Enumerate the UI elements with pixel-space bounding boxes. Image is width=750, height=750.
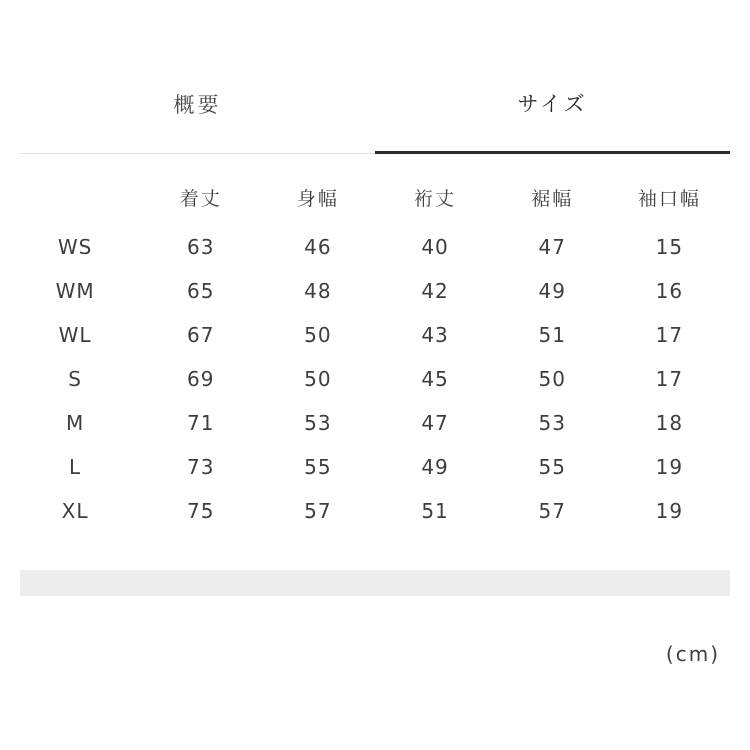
table-row bbox=[22, 269, 728, 313]
cell-s-sodeguchihaba: 17 bbox=[655, 367, 684, 391]
table-row bbox=[22, 489, 728, 533]
cell-l-sodeguchihaba: 19 bbox=[655, 455, 684, 479]
cell-wl-kitake: 67 bbox=[187, 323, 215, 347]
cell-ws-sodeguchihaba: 15 bbox=[655, 235, 684, 259]
cell-s-susohaba: 50 bbox=[538, 367, 566, 391]
row-header-s: S bbox=[68, 367, 82, 391]
column-header-kitake: 着丈 bbox=[179, 187, 222, 210]
column-header-sodeguchihaba: 袖口幅 bbox=[637, 187, 701, 210]
table-row bbox=[22, 225, 728, 269]
table-row bbox=[22, 313, 728, 357]
tab-overview-label: 概要 bbox=[173, 92, 222, 117]
cell-m-yukitake: 47 bbox=[421, 411, 449, 435]
table-corner-cell bbox=[22, 175, 142, 225]
tab-size[interactable] bbox=[375, 58, 730, 154]
cell-l-kitake: 73 bbox=[187, 455, 215, 479]
row-header-wl: WL bbox=[58, 323, 92, 347]
cell-ws-yukitake: 40 bbox=[421, 235, 449, 259]
table-row bbox=[22, 445, 728, 489]
cell-m-sodeguchihaba: 18 bbox=[655, 411, 684, 435]
column-header-susohaba: 裾幅 bbox=[531, 187, 574, 210]
table-header-row bbox=[22, 175, 728, 225]
size-table-container bbox=[22, 175, 728, 533]
row-header-wm: WM bbox=[55, 279, 95, 303]
column-header-yukitake: 裄丈 bbox=[414, 187, 457, 210]
size-table bbox=[22, 175, 728, 533]
size-table-body bbox=[22, 225, 728, 533]
cell-l-yukitake: 49 bbox=[421, 455, 449, 479]
cell-wl-susohaba: 51 bbox=[538, 323, 566, 347]
row-header-l: L bbox=[69, 455, 82, 479]
cell-wm-kitake: 65 bbox=[187, 279, 215, 303]
row-header-ws: WS bbox=[57, 235, 93, 259]
cell-wm-susohaba: 49 bbox=[538, 279, 566, 303]
row-header-m: M bbox=[65, 411, 85, 435]
cell-xl-sodeguchihaba: 19 bbox=[655, 499, 684, 523]
cell-l-mihaba: 55 bbox=[304, 455, 332, 479]
tab-bar bbox=[20, 58, 730, 154]
cell-ws-kitake: 63 bbox=[187, 235, 215, 259]
cell-s-kitake: 69 bbox=[187, 367, 215, 391]
table-row bbox=[22, 401, 728, 445]
cell-wm-mihaba: 48 bbox=[304, 279, 332, 303]
tab-overview[interactable] bbox=[20, 58, 375, 154]
cell-wl-mihaba: 50 bbox=[304, 323, 332, 347]
column-header-mihaba: 身幅 bbox=[296, 187, 339, 210]
cell-xl-susohaba: 57 bbox=[538, 499, 566, 523]
unit-label: (cm) bbox=[665, 642, 720, 666]
cell-l-susohaba: 55 bbox=[538, 455, 566, 479]
size-table-head bbox=[22, 175, 728, 225]
cell-s-yukitake: 45 bbox=[421, 367, 449, 391]
cell-ws-susohaba: 47 bbox=[538, 235, 566, 259]
cell-wl-yukitake: 43 bbox=[421, 323, 449, 347]
cell-xl-mihaba: 57 bbox=[304, 499, 332, 523]
cell-wm-sodeguchihaba: 16 bbox=[655, 279, 684, 303]
table-row bbox=[22, 357, 728, 401]
row-header-xl: XL bbox=[61, 499, 89, 523]
cell-wm-yukitake: 42 bbox=[421, 279, 449, 303]
cell-wl-sodeguchihaba: 17 bbox=[655, 323, 684, 347]
cell-xl-kitake: 75 bbox=[187, 499, 215, 523]
cell-s-mihaba: 50 bbox=[304, 367, 332, 391]
cell-xl-yukitake: 51 bbox=[421, 499, 449, 523]
footer-divider-band bbox=[20, 570, 730, 596]
cell-m-mihaba: 53 bbox=[304, 411, 332, 435]
cell-ws-mihaba: 46 bbox=[304, 235, 332, 259]
cell-m-kitake: 71 bbox=[187, 411, 215, 435]
tab-size-label: サイズ bbox=[517, 91, 588, 116]
cell-m-susohaba: 53 bbox=[538, 411, 566, 435]
